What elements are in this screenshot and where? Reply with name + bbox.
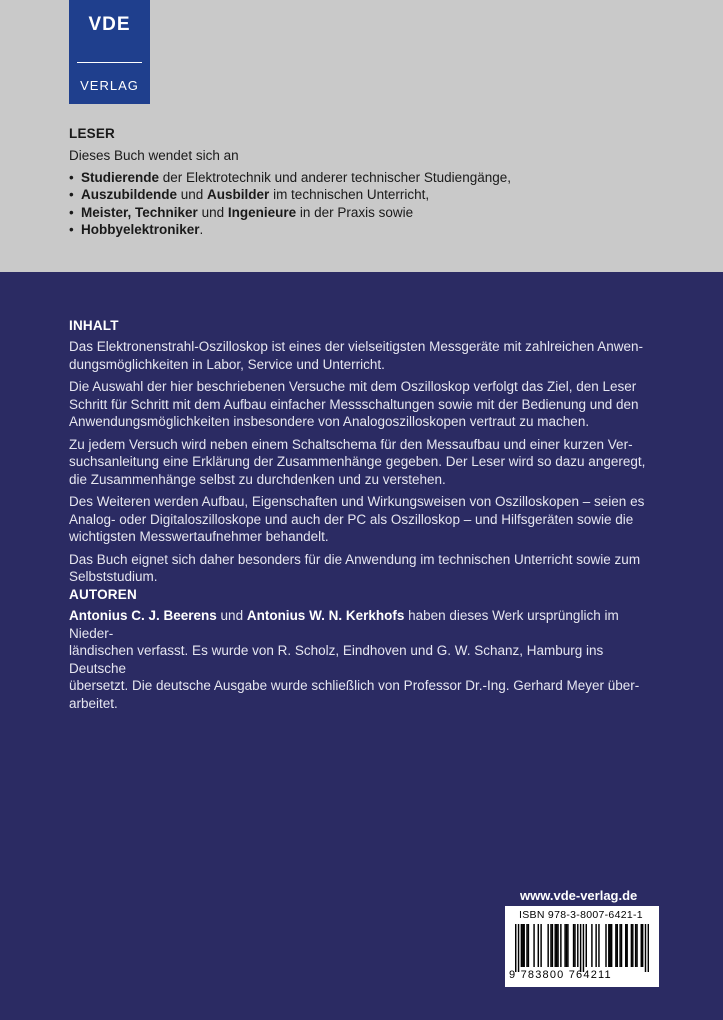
barcode-bar xyxy=(595,924,596,967)
barcode-bar xyxy=(533,924,534,967)
inhalt-paragraph xyxy=(69,493,661,546)
barcode-bar xyxy=(631,924,632,967)
vde-verlag-logo xyxy=(69,0,150,104)
leser-section xyxy=(69,126,709,239)
inhalt-paragraph xyxy=(69,338,661,373)
barcode-bar xyxy=(554,924,555,967)
inhalt-heading: INHALT xyxy=(69,318,119,333)
barcode-bar xyxy=(635,924,636,967)
barcode-bar xyxy=(642,924,643,967)
barcode-bar xyxy=(523,924,524,967)
text-line: Das Elektronenstrahl-Oszilloskop ist eines der vielseitigsten Messgeräte mit zahlreichen Anwen- xyxy=(69,339,644,354)
bold-text: Antonius C. J. Beerens xyxy=(69,608,217,623)
text-line: Analog- oder Digitaloszilloskope und auch der PC als Oszilloskop – und Hilfsgeräten sowie die xyxy=(69,511,634,527)
barcode-bar xyxy=(626,924,627,967)
barcode-bar xyxy=(580,924,581,972)
inhalt-section xyxy=(69,318,661,591)
barcode-bar xyxy=(577,924,578,967)
text-line: die Zusammenhänge selbst zu durchdenken und zu verstehen. xyxy=(69,471,446,487)
barcode-bar xyxy=(645,924,646,972)
barcode-bar xyxy=(518,924,519,972)
barcode-bar xyxy=(586,924,587,967)
barcode-bar xyxy=(557,924,558,967)
autoren-body xyxy=(69,607,661,712)
text-run: übersetzt. Die deutsche Ausgabe wurde schließlich von Professor Dr.-Ing. Gerhard Meyer über- xyxy=(69,678,640,693)
text-run: und xyxy=(177,187,208,202)
barcode-bar xyxy=(648,924,649,972)
text-run: haben dieses Werk ursprünglich im Nieder- xyxy=(69,608,619,641)
barcode-bar xyxy=(615,924,616,967)
text-line: Schritt für Schritt mit dem Aufbau einfacher Messschaltungen sowie mit der Bedienung und den xyxy=(69,396,639,412)
logo-divider xyxy=(77,62,142,63)
text-line: Das Buch eignet sich daher besonders für die Anwendung im technischen Unterricht sowie zum xyxy=(69,551,641,567)
barcode-bar xyxy=(641,924,642,967)
leser-list-item xyxy=(69,169,709,187)
barcode-bar xyxy=(560,924,561,967)
barcode-box xyxy=(505,906,659,987)
ean-digits: 9 783800 764211 xyxy=(509,969,612,981)
inhalt-paragraph xyxy=(69,378,661,431)
leser-intro: Dieses Buch wendet sich an xyxy=(69,148,239,163)
top-panel xyxy=(0,0,723,272)
bold-text: Hobbyelektroniker xyxy=(81,222,200,237)
barcode-bar xyxy=(550,924,551,967)
text-run: im technischen Unterricht, xyxy=(269,187,430,202)
text-run: der Elektrotechnik und anderer technischer Studiengänge, xyxy=(159,169,511,185)
barcode-bar xyxy=(552,924,553,967)
inhalt-paragraph xyxy=(69,436,661,489)
text-line: Des Weiteren werden Aufbau, Eigenschaften und Wirkungsweisen von Oszilloskopen – seien es xyxy=(69,494,645,509)
barcode-bar xyxy=(632,924,633,967)
bold-text: Antonius W. N. Kerkhofs xyxy=(246,608,405,623)
barcode-bar xyxy=(608,924,609,967)
barcode-bar xyxy=(521,924,522,967)
text-run: und xyxy=(197,204,228,220)
barcode-bar xyxy=(547,924,548,967)
barcode-bar xyxy=(566,924,567,967)
leser-list-item xyxy=(69,221,709,239)
stripe xyxy=(0,273,723,278)
barcode-bar xyxy=(583,924,584,972)
barcode-bar xyxy=(538,924,539,967)
text-run: arbeitet. xyxy=(69,695,118,711)
text-line: dungsmöglichkeiten in Labor, Service und Unterricht. xyxy=(69,356,385,372)
text-line: Die Auswahl der hier beschriebenen Versuche mit dem Oszilloskop verfolgt das Ziel, den Leser xyxy=(69,379,637,394)
barcode-bar xyxy=(619,924,620,967)
text-line: Anwendungsmöglichkeiten insbesondere von Analogoszilloskopen vertraut zu machen. xyxy=(69,414,590,429)
leser-list-item xyxy=(69,204,709,222)
bold-text: Ausbilder xyxy=(207,187,270,202)
bold-text: Meister, Techniker xyxy=(81,204,198,220)
autoren-heading: AUTOREN xyxy=(69,587,137,602)
bold-text: Studierende xyxy=(81,169,160,185)
text-run: und xyxy=(216,608,247,623)
barcode-bar xyxy=(540,924,541,967)
text-run: . xyxy=(199,222,204,237)
inhalt-body xyxy=(69,338,661,586)
isbn-label: ISBN 978-3-8007-6421-1 xyxy=(519,909,643,921)
publisher-url[interactable]: www.vde-verlag.de xyxy=(520,888,638,903)
text-line: suchsanleitung eine Erklärung der Zusammenhänge gegeben. Der Leser wird so dazu angeregt, xyxy=(69,454,646,469)
logo-subtitle: VERLAG xyxy=(80,78,139,93)
bold-text: Auszubildende xyxy=(81,187,178,202)
leser-heading: LESER xyxy=(69,126,116,141)
barcode-bar xyxy=(636,924,637,967)
text-line: wichtigsten Messwertaufnehmer behandelt. xyxy=(69,529,329,544)
barcode-bar xyxy=(625,924,626,967)
text-line: Zu jedem Versuch wird neben einem Schaltschema für den Messaufbau und einer kurzen Ver- xyxy=(69,436,633,452)
leser-list-item xyxy=(69,186,709,204)
barcode-bar xyxy=(573,924,574,967)
stripe-divider xyxy=(0,272,723,304)
barcode-bar xyxy=(515,924,516,972)
barcode-bar xyxy=(591,924,592,967)
barcode-bar xyxy=(611,924,612,967)
bold-text: Ingenieure xyxy=(227,204,297,220)
barcode-bar xyxy=(528,924,529,967)
text-run: ländischen verfasst. Es wurde von R. Scholz, Eindhoven und G. W. Schanz, Hamburg ins Deutsche xyxy=(69,643,604,676)
barcode-bar xyxy=(610,924,611,967)
barcode-bar xyxy=(522,924,523,967)
inhalt-paragraph xyxy=(69,551,661,586)
barcode-bar xyxy=(567,924,568,967)
stripe xyxy=(0,282,723,286)
barcode-bar xyxy=(621,924,622,967)
autoren-section xyxy=(69,587,661,717)
logo-mark: VDE xyxy=(88,14,131,35)
barcode-bar xyxy=(574,924,575,967)
barcode-bar xyxy=(598,924,599,967)
barcode-bar xyxy=(526,924,527,967)
barcode-bar xyxy=(556,924,557,967)
leser-list xyxy=(69,169,709,239)
stripe xyxy=(0,290,723,294)
barcode-bar xyxy=(564,924,565,967)
text-line: Selbststudium. xyxy=(69,569,158,584)
text-run: in der Praxis sowie xyxy=(296,204,414,220)
barcode xyxy=(515,924,649,972)
barcode-bar xyxy=(617,924,618,967)
barcode-bar xyxy=(605,924,606,967)
